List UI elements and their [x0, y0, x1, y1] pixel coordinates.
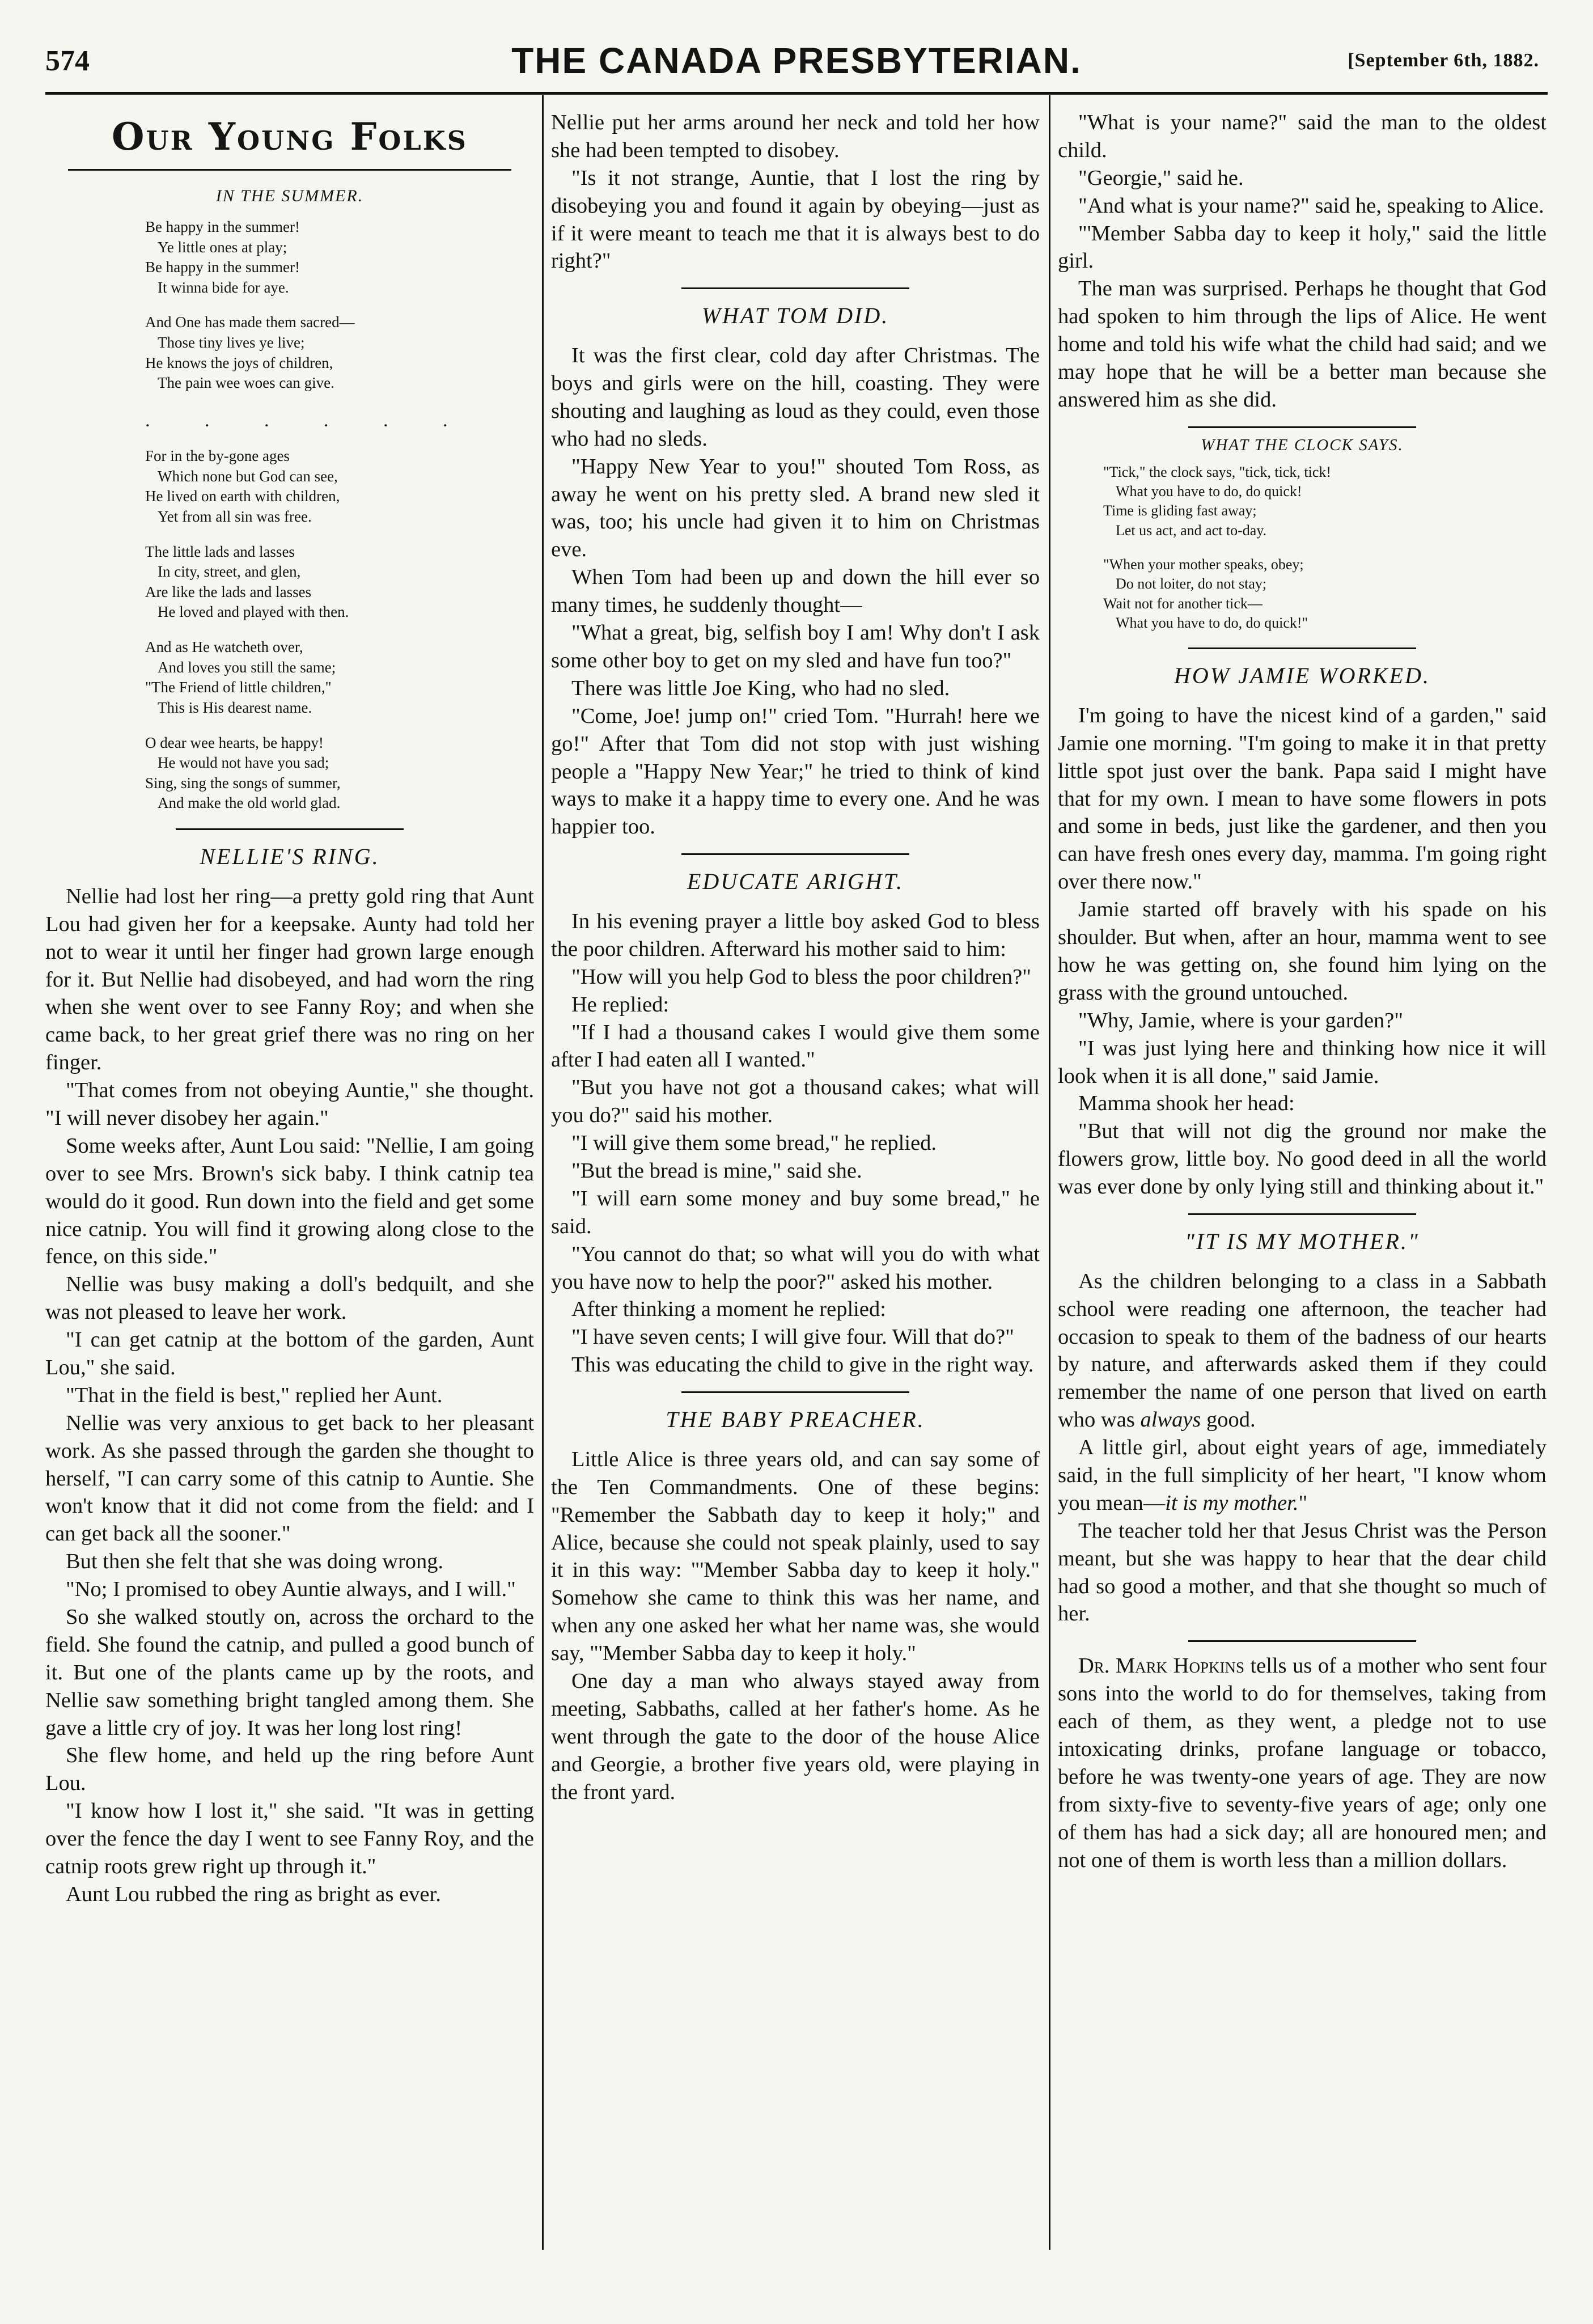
paragraph: So she walked stoutly on, across the orchard to the field. She found the catnip, and pulled a good bunch of it. But one of the plants came up by the roots, and Nellie saw something bright tangled among them. She gave a little cry of joy. It was her long lost ring!: [45, 1605, 534, 1740]
article-body-nellies-ring: [45, 883, 534, 1908]
clock-poem: [1058, 435, 1547, 633]
article-title-it-is-my-mother: "IT IS MY MOTHER.": [1185, 1228, 1420, 1254]
article-title-what-tom-did: WHAT TOM DID.: [701, 303, 889, 329]
verse-line: Wait not for another tick—: [1103, 595, 1262, 612]
paragraph: "If I had a thousand cakes I would give them some after I had eaten all I wanted.": [551, 1020, 1040, 1072]
verse-line: He lived on earth with children,: [145, 488, 340, 505]
paragraph: The man was surprised. Perhaps he thought that God had spoken to him through the lips of Alice. He went home and told his wife what the child had said; and we may hope that he will be a better man because she answered him as she did.: [1058, 277, 1547, 412]
verse-line: And One has made them sacred—: [145, 314, 355, 331]
paragraph: "I will earn some money and buy some bread," he said.: [551, 1186, 1040, 1238]
paragraph-text: tells us of a mother who sent four sons into the world to do for themselves, taking from each of them, as they went, a pledge not to use intoxicating drinks, profane language or tobacco, before he was twenty-one years of age. They are now from sixty-five to seventy-five years of age; only one of them has had a sick day; all are honoured men; and not one of them is worth less than a million dollars.: [1058, 1654, 1547, 1872]
column-3: [1058, 109, 1547, 2297]
paragraph-text: good.: [1206, 1408, 1256, 1432]
paragraph: "That comes from not obeying Auntie," she thought. "I will never disobey her again.": [45, 1078, 534, 1130]
paragraph: "I was just lying here and thinking how nice it will look when it is all done," said Jamie.: [1058, 1036, 1547, 1088]
paragraph: "How will you help God to bless the poor children?": [571, 964, 1031, 989]
stanza: [1103, 555, 1547, 633]
article-rule: [1188, 426, 1416, 428]
department-rule: [68, 169, 511, 171]
verse-line: Yet from all sin was free.: [158, 507, 312, 525]
paragraph: Nellie was busy making a doll's bedquilt, and she was not pleased to leave her work.: [45, 1272, 534, 1324]
verse-line: What you have to do, do quick!": [1116, 614, 1308, 631]
paragraph: "Is it not strange, Auntie, that I lost the ring by disobeying you and found it again by obeying—just as if it were meant to teach me that it is always best to do right?": [551, 166, 1040, 273]
paragraph: After thinking a moment he replied:: [571, 1297, 886, 1322]
verse-line: The pain wee woes can give.: [158, 374, 334, 392]
article-rule: [1188, 1213, 1416, 1215]
article-continuation: [551, 109, 1040, 275]
header-rule: [45, 92, 1548, 95]
paragraph: Mamma shook her head:: [1078, 1091, 1295, 1116]
paragraph: This was educating the child to give in the right way.: [571, 1353, 1034, 1377]
paragraph: There was little Joe King, who had no sled.: [571, 676, 950, 700]
paragraph: Nellie put her arms around her neck and told her how she had been tempted to disobey.: [551, 111, 1040, 162]
column-divider: [542, 95, 544, 2250]
paragraph: "You cannot do that; so what will you do with what you have now to help the poor?" asked his mother.: [551, 1242, 1040, 1294]
paragraph: "Happy New Year to you!" shouted Tom Ross, as away he went on his pretty sled. A brand new sled it was, too; his uncle had given it to him on Christmas eve.: [551, 454, 1040, 562]
paragraph: Some weeks after, Aunt Lou said: "Nellie, I am going over to see Mrs. Brown's sick baby. I think catnip tea would do it good. Run down into the field and get some nice catnip. You will find it growing along close to the fence, on this side.": [45, 1133, 534, 1269]
verse-line: "The Friend of little children,": [145, 679, 332, 696]
poem-title: IN THE SUMMER.: [215, 186, 364, 205]
paragraph-text: A little girl, about eight years of age, immediately said, in the full simplicity of her heart, "I know whom you mean—: [1058, 1436, 1547, 1515]
paragraph: "Georgie," said he.: [1078, 166, 1244, 190]
paragraph: "I can get catnip at the bottom of the garden, Aunt Lou," she said.: [45, 1328, 534, 1380]
verse-line: Are like the lads and lasses: [145, 583, 312, 600]
clock-poem-body: [1058, 463, 1547, 633]
stanza: [1103, 463, 1547, 540]
paragraph: One day a man who always stayed away from meeting, Sabbaths, called at her father's home. As he went through the gate to the door of the house Alice and Georgie, a brother five years old, were playing in the front yard.: [551, 1669, 1040, 1804]
article-body-educate-aright: [551, 908, 1040, 1379]
paragraph: When Tom had been up and down the hill ever so many times, he suddenly thought—: [551, 565, 1040, 617]
paragraph: "But you have not got a thousand cakes; what will you do?" said his mother.: [551, 1076, 1040, 1128]
paragraph: It was the first clear, cold day after Christmas. The boys and girls were on the hill, coasting. They were shouting and laughing as loud as they could, even those who had no sleds.: [551, 344, 1040, 451]
paragraph-hopkins: [1058, 1652, 1547, 1874]
verse-line: And loves you still the same;: [158, 658, 336, 676]
page-header: [0, 0, 1593, 91]
clock-poem-title: WHAT THE CLOCK SAYS.: [1201, 435, 1404, 454]
issue-date: [September 6th, 1882.: [1348, 50, 1539, 71]
paragraph: "No; I promised to obey Auntie always, and I will.": [66, 1577, 516, 1602]
paragraph: "And what is your name?" said he, speaking to Alice.: [1078, 193, 1544, 218]
verse-line: What you have to do, do quick!: [1116, 482, 1302, 499]
verse-line: In city, street, and glen,: [158, 563, 301, 581]
paragraph: "'Member Sabba day to keep it holy," said the little girl.: [1058, 221, 1547, 273]
verse-line: This is His dearest name.: [158, 699, 312, 716]
paragraph: I'm going to have the nicest kind of a garden," said Jamie one morning. "I'm going to make it in that pretty little spot just over the bank. Papa said I might have that for my own. I mean to have some flowers in pots and some in beds, just like the gardener, and then you can have fresh ones every day, mamma. I'm going right over there now.": [1058, 703, 1547, 894]
paragraph: "Why, Jamie, where is your garden?": [1078, 1008, 1404, 1032]
paragraph: "I will give them some bread," he replied.: [571, 1131, 937, 1155]
verse-line: It winna bide for aye.: [158, 278, 289, 296]
column-2: [551, 109, 1040, 2297]
paragraph: "But that will not dig the ground nor make the flowers grow, little boy. No good deed in all the world was ever done by only lying still and thinking about it.": [1058, 1119, 1547, 1199]
emphasis: it is my mother.: [1165, 1491, 1299, 1515]
verse-line: He knows the joys of children,: [145, 354, 333, 371]
paragraph: "I have seven cents; I will give four. Will that do?": [571, 1325, 1014, 1349]
masthead: THE CANADA PRESBYTERIAN.: [511, 40, 1082, 81]
article-rule: [1188, 647, 1416, 649]
stanza: [145, 446, 534, 527]
verse-line: Sing, sing the songs of summer,: [145, 774, 341, 791]
article-rule: [1188, 1640, 1416, 1642]
paragraph: The teacher told her that Jesus Christ was the Person meant, but she was happy to hear that the dear child had so good a mother, and that she thought so much of her.: [1058, 1518, 1547, 1626]
paragraph: "What a great, big, selfish boy I am! Why don't I ask some other boy to get on my sled and have fun too?": [551, 621, 1040, 672]
article-body-how-jamie-worked: [1058, 702, 1547, 1201]
paragraph: "What is your name?" said the man to the oldest child.: [1058, 111, 1547, 162]
verse-line: Time is gliding fast away;: [1103, 502, 1257, 519]
verse-line: Ye little ones at play;: [158, 238, 287, 256]
verse-line: Let us act, and act to-day.: [1116, 522, 1267, 539]
verse-line: For in the by-gone ages: [145, 447, 290, 465]
stanza: [145, 637, 534, 718]
paragraph: He replied:: [571, 992, 670, 1017]
paragraph: "That in the field is best," replied her Aunt.: [66, 1383, 443, 1407]
department-title: Our Young Folks: [112, 115, 468, 159]
verse-line: And as He watcheth over,: [145, 638, 303, 656]
emphasis: always: [1140, 1408, 1201, 1432]
article-title-baby-preacher: THE BABY PREACHER.: [666, 1407, 925, 1433]
verse-line: Be happy in the summer!: [145, 259, 300, 276]
paragraph: "But the bread is mine," said she.: [571, 1158, 862, 1183]
ellipsis-row: . . . . . .: [145, 409, 473, 431]
paragraph: But then she felt that she was doing wrong.: [66, 1550, 444, 1574]
article-rule: [176, 828, 404, 830]
paragraph: She flew home, and held up the ring before Aunt Lou.: [45, 1743, 534, 1796]
paragraph-text: As the children belonging to a class in a Sabbath school were reading one afternoon, the teacher had occasion to speak to them of the badness of our hearts by nature, and afterwards asked them if they could remember the name of one person that lived on earth who was: [1058, 1269, 1547, 1432]
article-rule: [681, 853, 909, 855]
stanza: [145, 733, 534, 814]
article-title-nellies-ring: NELLIE'S RING.: [200, 844, 380, 870]
verse-line: O dear wee hearts, be happy!: [145, 734, 324, 751]
paragraph: Nellie was very anxious to get back to her pleasant work. As she passed through the garden she thought to herself, "I can carry some of this catnip to Auntie. She won't know that it did not come from the field: and I can get back all the sooner.": [45, 1411, 534, 1546]
article-continuation-baby-preacher: [1058, 109, 1547, 414]
article-title-educate-aright: EDUCATE ARIGHT.: [687, 869, 904, 895]
article-title-how-jamie-worked: HOW JAMIE WORKED.: [1174, 663, 1430, 689]
stanza: [145, 217, 534, 298]
stanza: [145, 542, 534, 623]
verse-line: "Tick," the clock says, "tick, tick, tick!: [1103, 463, 1332, 480]
paragraph: "I know how I lost it," she said. "It was in getting over the fence the day I went to see Fanny Roy, and the catnip roots grew right up through it.": [45, 1799, 534, 1879]
verse-line: The little lads and lasses: [145, 543, 295, 560]
paragraph-text: ": [1298, 1491, 1308, 1515]
paragraph: Little Alice is three years old, and can say some of the Ten Commandments. One of these begins: "Remember the Sabbath day to keep it holy;" and Alice, because she could not speak plainly, used to say it in this way: "'Member Sabba day to keep it holy." Somehow she came to think this was her name, and when any one asked her what her name was, she would say, "'Member Sabba day to keep it holy.": [551, 1447, 1040, 1666]
paragraph: Jamie started off bravely with his spade on his shoulder. But when, after an hour, mamma went to see how he was getting on, she found him lying on the grass with the ground untouched.: [1058, 898, 1547, 1005]
paragraph: [1058, 1268, 1547, 1434]
paragraph: Nellie had lost her ring—a pretty gold ring that Aunt Lou had given her for a keepsake. Aunty had told her not to wear it until her finger had grown large enough for it. But Nellie had disobeyed, and had worn the ring when she went over to see Fanny Roy; and when she came back, to her great grief there was no ring on her finger.: [45, 884, 534, 1075]
paragraph: [1058, 1434, 1547, 1517]
verse-line: He would not have you sad;: [158, 754, 329, 772]
verse-line: Which none but God can see,: [158, 467, 338, 485]
paragraph: In his evening prayer a little boy asked God to bless the poor children. Afterward his mother said to him:: [551, 909, 1040, 961]
article-body-what-tom-did: [551, 342, 1040, 841]
article-body-baby-preacher: [551, 1446, 1040, 1806]
paragraph: Aunt Lou rubbed the ring as bright as ever.: [66, 1882, 441, 1906]
article-rule: [681, 1391, 909, 1393]
stanza: [145, 312, 534, 393]
article-rule: [681, 287, 909, 289]
poem-body: [45, 217, 534, 814]
verse-line: Those tiny lives ye live;: [158, 334, 305, 352]
author-lead: Dr. Mark Hopkins: [1078, 1654, 1244, 1678]
column-divider: [1049, 95, 1050, 2250]
page-number: 574: [45, 45, 90, 77]
paragraph: "Come, Joe! jump on!" cried Tom. "Hurrah! here we go!" After that Tom did not stop with just wishing people a "Happy New Year;" he tried to think of kind ways to make it a happy time to every one. And he was happier too.: [551, 704, 1040, 839]
verse-line: And make the old world glad.: [158, 794, 341, 812]
verse-line: He loved and played with then.: [158, 603, 349, 621]
verse-line: "When your mother speaks, obey;: [1103, 556, 1304, 573]
verse-line: Do not loiter, do not stay;: [1116, 575, 1267, 592]
column-1: [45, 109, 534, 2297]
verse-line: Be happy in the summer!: [145, 218, 300, 235]
article-body-it-is-my-mother: [1058, 1268, 1547, 1628]
